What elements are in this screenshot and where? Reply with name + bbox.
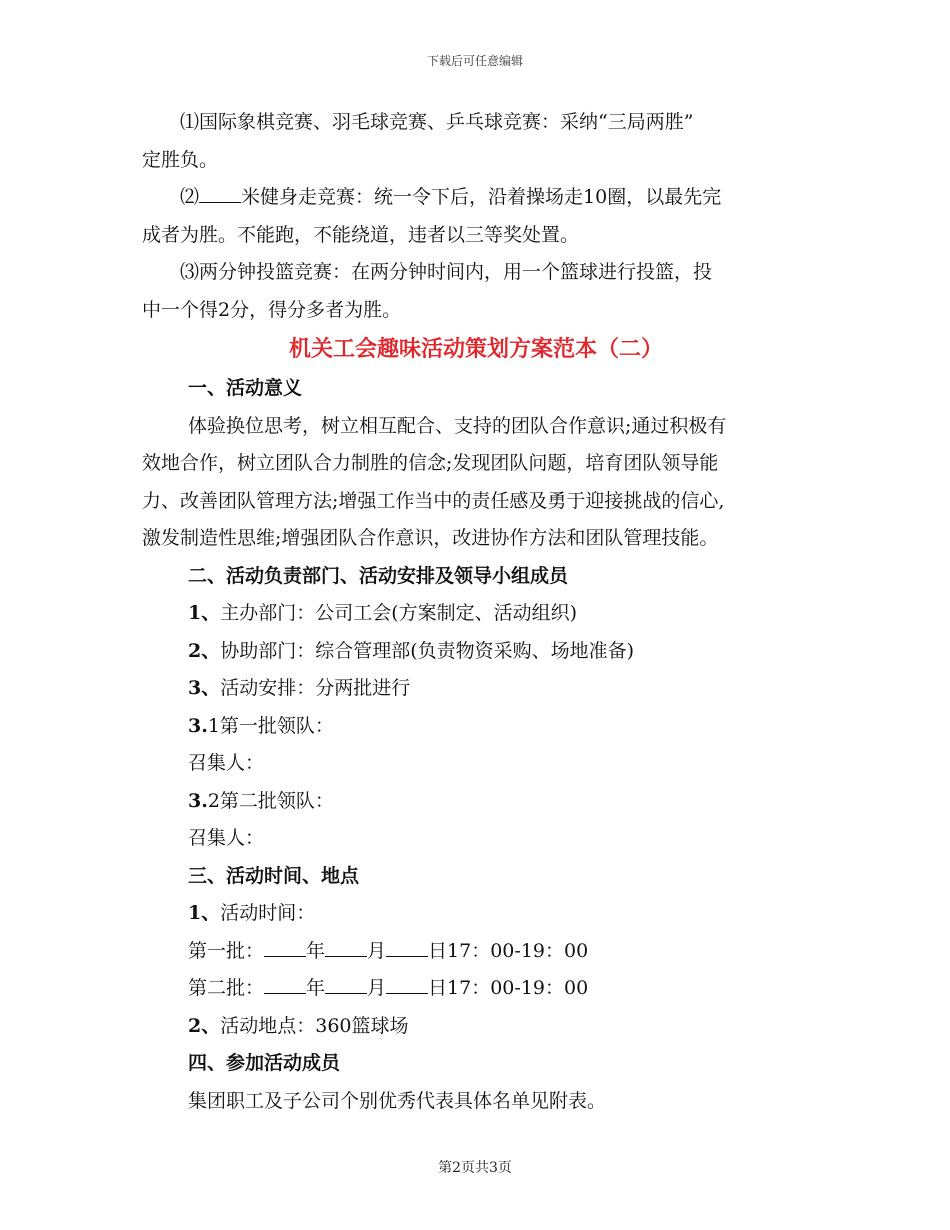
month-blank xyxy=(325,975,367,994)
time-label-line xyxy=(142,895,810,933)
batch-2-number: 3. xyxy=(188,789,208,812)
time-label: 活动时间： xyxy=(220,902,316,924)
document-title: 机关工会趣味活动策划方案范本（二） xyxy=(288,336,663,362)
competition-item-2-line-2: 成者为胜。不能跑，不能绕道，违者以三等奖处置。 xyxy=(142,223,580,246)
year-label: 年 xyxy=(306,939,326,962)
batch-2-convener: 召集人： xyxy=(188,827,265,849)
batch-1-convener: 召集人： xyxy=(188,752,265,774)
batch-2-leader xyxy=(142,783,810,821)
org-host-number: 1、 xyxy=(188,602,221,624)
meaning-line-2: 效地合作，树立团队合力制胜的信念;发现团队问题，培育团队领导能 xyxy=(142,452,719,474)
place-line xyxy=(142,1008,810,1046)
page-header-note: 下载后可任意编辑 xyxy=(426,54,523,68)
meaning-line-4: 激发制造性思维;增强团队合作意识，改进协作方法和团队管理技能。 xyxy=(142,527,719,549)
competition-item-3-line-2: 中一个得2分，得分多者为胜。 xyxy=(142,298,402,321)
meaning-line-3: 力、改善团队管理方法;增强工作当中的责任感及勇于迎接挑战的信心, xyxy=(142,489,725,512)
competition-item-1-line-2: 定胜负。 xyxy=(142,148,219,171)
org-assist xyxy=(142,633,810,671)
item-2-prefix: ⑵ xyxy=(180,186,200,208)
members-text: 集团职工及子公司个别优秀代表具体名单见附表。 xyxy=(188,1089,607,1112)
org-host xyxy=(142,595,810,633)
org-heading: 二、活动负责部门、活动安排及领导小组成员 xyxy=(188,564,569,587)
time-place-heading: 三、活动时间、地点 xyxy=(188,864,360,887)
org-host-text: 主办部门：公司工会(方案制定、活动组织) xyxy=(220,602,578,624)
batch-2-time-label: 第二批： xyxy=(188,977,265,999)
batch-1-text: 1第一批领队： xyxy=(207,714,334,737)
document-body xyxy=(142,104,810,1120)
year-blank xyxy=(264,938,306,957)
batch-1-number: 3. xyxy=(188,714,208,737)
day-time-label: 日17：00-19：00 xyxy=(428,939,589,962)
year-label: 年 xyxy=(306,977,326,999)
page-number: 第2页共3页 xyxy=(438,1160,512,1176)
day-blank xyxy=(386,938,428,957)
place-number: 2、 xyxy=(188,1014,221,1037)
org-arrange xyxy=(142,670,810,708)
month-label: 月 xyxy=(367,977,387,999)
place-text: 活动地点：360篮球场 xyxy=(220,1014,409,1037)
org-arrange-text: 活动安排：分两批进行 xyxy=(220,677,411,699)
batch-1-leader xyxy=(142,708,810,746)
batch-2-time xyxy=(142,970,810,1008)
competition-item-1-line-1: ⑴国际象棋竞赛、羽毛球竞赛、乒乓球竞赛：采纳“三局两胜” xyxy=(180,111,694,133)
day-time-label: 日17：00-19：00 xyxy=(428,977,589,999)
year-blank xyxy=(264,975,306,994)
batch-1-time-label: 第一批： xyxy=(188,939,265,962)
item-2-rest: 米健身走竞赛：统一令下后，沿着操场走10圈，以最先完 xyxy=(241,186,722,208)
org-assist-text: 协助部门：综合管理部(负责物资采购、场地准备) xyxy=(220,639,635,662)
distance-blank xyxy=(199,184,241,203)
month-blank xyxy=(325,938,367,957)
batch-2-text: 2第二批领队： xyxy=(207,789,334,812)
competition-item-3-line-1: ⑶两分钟投篮竞赛：在两分钟时间内，用一个篮球进行投篮，投 xyxy=(180,261,713,283)
batch-1-time xyxy=(142,933,810,971)
meaning-line-1: 体验换位思考，树立相互配合、支持的团队合作意识;通过积极有 xyxy=(188,414,727,437)
competition-item-2-line-1 xyxy=(142,179,810,217)
org-arrange-number: 3、 xyxy=(188,677,221,699)
day-blank xyxy=(386,975,428,994)
org-assist-number: 2、 xyxy=(188,639,221,662)
time-number: 1、 xyxy=(188,902,221,924)
meaning-heading: 一、活动意义 xyxy=(188,377,303,399)
members-heading: 四、参加活动成员 xyxy=(188,1052,341,1074)
month-label: 月 xyxy=(367,939,387,962)
